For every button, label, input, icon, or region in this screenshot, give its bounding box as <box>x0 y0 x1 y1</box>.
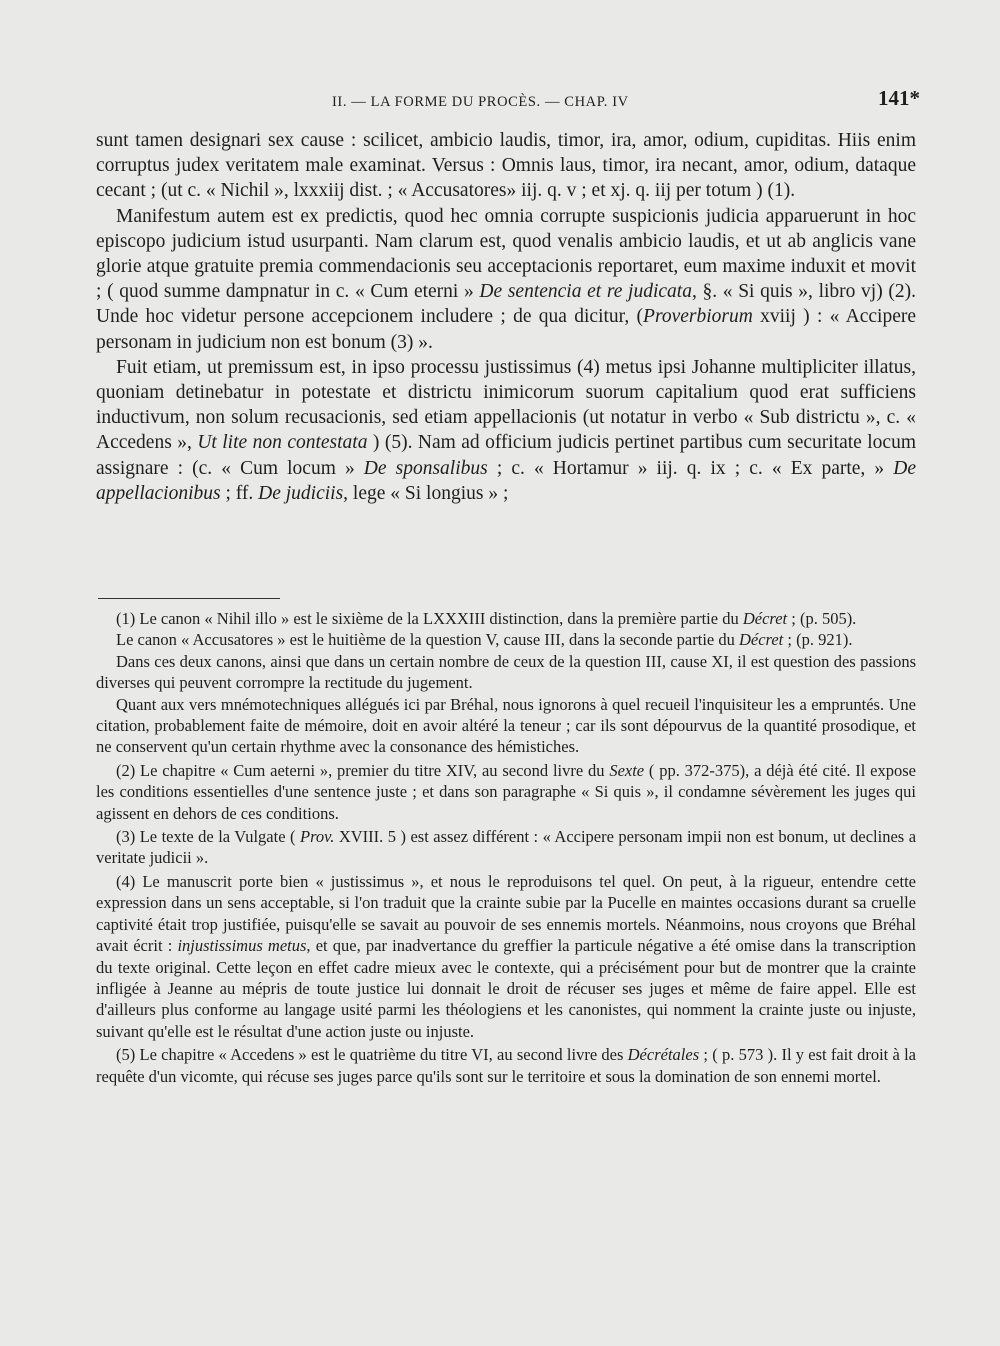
footnote-1-text-b: ; (p. 505). <box>787 609 857 628</box>
footnote-2-citation: Sexte <box>609 760 645 780</box>
paragraph-3-citation-3: De appellacionibus <box>96 457 916 504</box>
paragraph-3-text-a: Fuit etiam, ut premissum est, in ipso processu justissimus (4) metus ipsi Johanne multipliciter illatus, quoniam detinebatur in potestate et districtu inimicorum suorum capitalium quod erat sufficiens inductivum, non solum recusacionis, sed etiam appellacionis (ut notatur in verbo « Sub districtu », c. « Accedens », <box>96 356 916 454</box>
footnote-separator <box>98 598 280 599</box>
footnote-3-text-a: (3) Le texte de la Vulgate ( <box>116 827 300 847</box>
paragraph-3-citation-4: De judiciis <box>258 482 344 504</box>
footnote-1b-citation: Décret <box>738 630 784 650</box>
footnote-4-text-b: , et que, par inadvertance du greffier la particule négative a été omise dans la transcription du texte original. Cette leçon en effet cadre mieux avec le contexte, qui a précisément pour but de montrer que la crainte infligée à Jeanne au mépris de toute justice lui donnait le droit de récuser ses juges et même de faire appel. Elle est d'ailleurs plus conforme au langage usité parmi les théologiens et les canonistes, qui nomment la crainte juste ou injuste, suivant qu'elle est le résultat d'une action juste ou injuste. <box>96 936 916 1041</box>
footnote-2 <box>96 760 916 824</box>
footnote-1 <box>96 608 916 629</box>
paragraph-1-text: sunt tamen designari sex cause : scilicet, ambicio laudis, timor, ira, amor, odium, cupiditas. Hiis enim corruptus judex veritatem male examinat. Versus : Omnis laus, timor, ira necant, amor, odium, dataque cecant ; (ut c. « Nichil », lxxxiij dist. ; « Accusatores» iij. q. v ; et xj. q. iij per totum ) (1). <box>96 130 916 202</box>
footnote-1-citation: Décret <box>742 609 788 628</box>
paragraph-2 <box>96 204 916 355</box>
footnotes <box>96 608 916 1087</box>
footnote-5 <box>96 1044 916 1087</box>
paragraph-3-text-e: , lege « Si longius » ; <box>343 482 509 504</box>
footnote-4-citation: injustissimus metus <box>177 936 307 956</box>
paragraph-2-text-b: , §. « Si quis », libro vj) (2). Unde hoc videtur persone accepcionem includere ; de qua dicitur, ( <box>96 281 916 328</box>
paragraph-2-citation-1: De sentencia et re judicata <box>479 281 692 303</box>
paragraph-3 <box>96 355 916 506</box>
footnote-2-text-a: (2) Le chapitre « Cum aeterni », premier du titre XIV, au second livre du <box>116 760 610 780</box>
footnote-3-text-b: XVIII. 5 ) est assez différent : « Accipere personam impii non est bonum, ut declines a veritate judicii ». <box>96 827 917 868</box>
footnote-1-continued-3 <box>96 694 916 758</box>
running-head: II. — LA FORME DU PROCÈS. — CHAP. IV <box>332 94 629 110</box>
paragraph-2-text-a: Manifestum autem est ex predictis, quod hec omnia corrupte suspicionis judicia apparuerunt in hoc episcopo judicium istud usurpanti. Nam clarum est, quod venalis ambicio laudis, et ut ab anglicis vane glorie atque gratuite premia commendacionis seu acceptacionis reportaret, eum maxime induxit et movit ; ( quod summe dampnatur in c. « Cum eterni » <box>96 205 916 303</box>
footnote-1b-text-a: Le canon « Accusatores » est le huitième de la question V, cause III, dans la seconde partie du <box>116 630 739 650</box>
page-header <box>96 86 920 116</box>
footnote-1-text-a: (1) Le canon « Nihil illo » est le sixième de la LXXXIII distinction, dans la première partie du <box>116 609 743 628</box>
footnote-1-continued-2 <box>96 651 916 694</box>
paragraph-3-citation-1: Ut lite non contestata <box>197 432 368 454</box>
paragraph-3-text-c: ; c. « Hortamur » iij. q. ix ; c. « Ex parte, » <box>487 457 894 479</box>
footnote-1c-text: Dans ces deux canons, ainsi que dans un certain nombre de ceux de la question III, cause XI, il est question des passions diverses qui peuvent corrompre la rectitude du jugement. <box>96 651 916 693</box>
paragraph-3-citation-2: De sponsalibus <box>363 457 488 479</box>
paragraph-3-text-d: ; ff. <box>220 482 259 504</box>
paragraph-2-text-c: xviij ) : « Accipere personam in judicium non est bonum (3) ». <box>96 306 917 353</box>
footnote-1b-text-b: ; (p. 921). <box>783 630 853 650</box>
footnote-4 <box>96 871 916 1042</box>
main-text <box>96 128 916 506</box>
paragraph-3-text-b: ) (5). Nam ad officium judicis pertinet partibus cum securitate locum assignare : (c. « Cum locum » <box>96 432 916 479</box>
footnote-1-continued-1 <box>96 629 916 650</box>
footnote-5-text-b: ; ( p. 573 ). Il y est fait droit à la requête d'un vicomte, qui récuse ses juges parce qu'ils sont sur le territoire et sous la domination de son ennemi mortel. <box>96 1045 916 1086</box>
footnote-4-text-a: (4) Le manuscrit porte bien « justissimus », et nous le reproduisons tel quel. On peut, à la rigueur, entendre cette expression dans un sens acceptable, si l'on traduit que la crainte subie par la Pucelle en maintes occasions durant sa cruelle captivité était trop justifiée, puisqu'elle se savait au pouvoir de ses ennemis mortels. Néanmoins, nous croyons que Bréhal avait écrit : <box>96 871 916 956</box>
footnote-3 <box>96 826 916 869</box>
page-number: 141* <box>878 86 920 110</box>
footnote-2-text-b: ( pp. 372-375), a déjà été cité. Il expose les conditions essentielles d'une sentence juste ; et dans son paragraphe « Si quis », il condamne sévèrement les juges qui agissent en dehors de ces conditions. <box>96 760 916 823</box>
footnote-5-text-a: (5) Le chapitre « Accedens » est le quatrième du titre VI, au second livre des <box>116 1045 628 1065</box>
footnote-5-citation: Décrétales <box>627 1045 700 1065</box>
paragraph-2-citation-2: Proverbiorum <box>643 306 753 328</box>
footnote-3-citation: Prov. <box>299 827 335 847</box>
footnote-1d-text: Quant aux vers mnémotechniques allégués ici par Bréhal, nous ignorons à quel recueil l'inquisiteur les a empruntés. Une citation, probablement faite de mémoire, doit en avoir altéré la teneur ; car ils sont dépourvus de la quantité prosodique, et ne conservent qu'un certain rhythme avec la consonance des hémistiches. <box>96 694 916 757</box>
paragraph-1 <box>96 128 916 204</box>
